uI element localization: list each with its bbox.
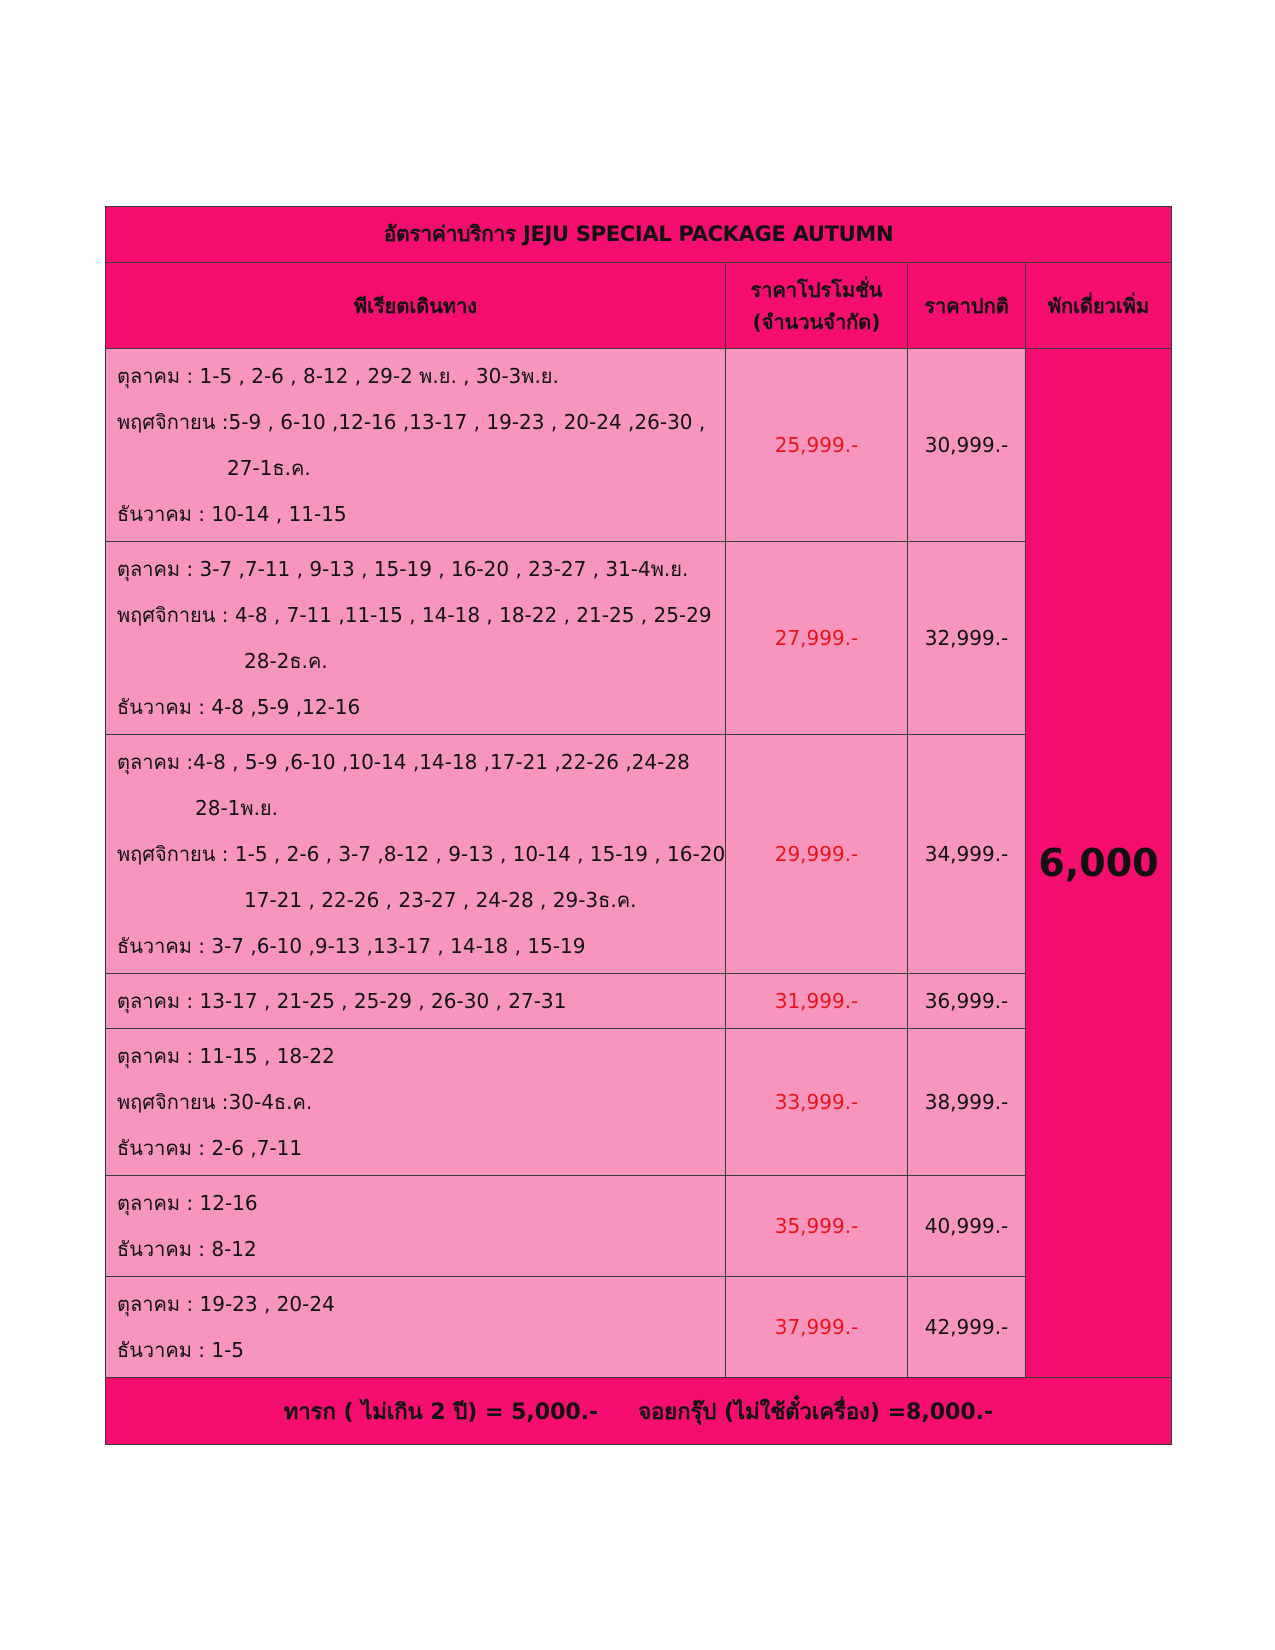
single-supplement-value: 6,000: [1026, 349, 1172, 1378]
normal-price: 34,999.-: [908, 735, 1026, 974]
promo-price: 35,999.-: [726, 1176, 908, 1277]
table-row: [106, 974, 1172, 1029]
period-line: 28-1พ.ย.: [195, 796, 279, 820]
promo-price: 33,999.-: [726, 1029, 908, 1176]
period-line: ตุลาคม :4-8 , 5-9 ,6-10 ,10-14 ,14-18 ,17-21 ,22-26 ,24-28: [117, 750, 690, 774]
header-normal-price: ราคาปกติ: [908, 263, 1026, 349]
header-promo-line2: (จำนวนจำกัด): [752, 309, 881, 334]
infant-price-note: ทารก ( ไม่เกิน 2 ปี) = 5,000.-: [283, 1399, 599, 1425]
header-single-supplement: พักเดี่ยวเพิ่ม: [1026, 263, 1172, 349]
normal-price: 30,999.-: [908, 349, 1026, 542]
promo-price: 29,999.-: [726, 735, 908, 974]
period-line: ธันวาคม : 2-6 ,7-11: [117, 1136, 303, 1160]
header-promo-line1: ราคาโปรโมชั่น: [750, 277, 883, 302]
period-cell: [106, 349, 726, 542]
period-cell: [106, 542, 726, 735]
period-line: ตุลาคม : 12-16: [117, 1191, 258, 1215]
period-line: ธันวาคม : 8-12: [117, 1237, 257, 1261]
normal-price: 32,999.-: [908, 542, 1026, 735]
period-line: ตุลาคม : 13-17 , 21-25 , 25-29 , 26-30 , 27-31: [117, 989, 567, 1013]
period-cell: [106, 735, 726, 974]
price-table: [105, 206, 1172, 1445]
period-cell: [106, 974, 726, 1029]
normal-price: 42,999.-: [908, 1277, 1026, 1378]
table-title: อัตราค่าบริการ JEJU SPECIAL PACKAGE AUTUMN: [106, 207, 1172, 263]
join-group-price-note: จอยกรุ๊ป (ไม่ใช้ตั๋วเครื่อง) =8,000.-: [638, 1399, 994, 1425]
period-line: พฤศจิกายน : 1-5 , 2-6 , 3-7 ,8-12 , 9-13 , 10-14 , 15-19 , 16-20: [117, 842, 726, 866]
period-line: ธันวาคม : 4-8 ,5-9 ,12-16: [117, 695, 361, 719]
period-line: ธันวาคม : 3-7 ,6-10 ,9-13 ,13-17 , 14-18 , 15-19: [117, 934, 586, 958]
promo-price: 31,999.-: [726, 974, 908, 1029]
promo-price: 25,999.-: [726, 349, 908, 542]
period-line: พฤศจิกายน :5-9 , 6-10 ,12-16 ,13-17 , 19-23 , 20-24 ,26-30 ,: [117, 410, 706, 434]
footer-note: [106, 1378, 1172, 1445]
promo-price: 37,999.-: [726, 1277, 908, 1378]
table-row: [106, 735, 1172, 974]
period-line: ธันวาคม : 1-5: [117, 1338, 245, 1362]
period-line: ธันวาคม : 10-14 , 11-15: [117, 502, 347, 526]
table-row: [106, 1176, 1172, 1277]
header-row: [106, 263, 1172, 349]
footer-row: [106, 1378, 1172, 1445]
period-cell: [106, 1176, 726, 1277]
header-period: พีเรียตเดินทาง: [106, 263, 726, 349]
normal-price: 38,999.-: [908, 1029, 1026, 1176]
period-line: ตุลาคม : 1-5 , 2-6 , 8-12 , 29-2 พ.ย. , 30-3พ.ย.: [117, 364, 559, 388]
period-line: พฤศจิกายน : 4-8 , 7-11 ,11-15 , 14-18 , 18-22 , 21-25 , 25-29: [117, 603, 712, 627]
period-line: 27-1ธ.ค.: [227, 456, 311, 480]
period-line: 28-2ธ.ค.: [244, 649, 328, 673]
period-cell: [106, 1277, 726, 1378]
table-row: [106, 542, 1172, 735]
table-row: [106, 1029, 1172, 1176]
table-row: [106, 349, 1172, 542]
period-line: ตุลาคม : 19-23 , 20-24: [117, 1292, 335, 1316]
table-row: [106, 1277, 1172, 1378]
period-line: ตุลาคม : 11-15 , 18-22: [117, 1044, 335, 1068]
title-row: [106, 207, 1172, 263]
header-promo-price: [726, 263, 908, 349]
period-cell: [106, 1029, 726, 1176]
normal-price: 40,999.-: [908, 1176, 1026, 1277]
period-line: 17-21 , 22-26 , 23-27 , 24-28 , 29-3ธ.ค.: [244, 888, 637, 912]
promo-price: 27,999.-: [726, 542, 908, 735]
normal-price: 36,999.-: [908, 974, 1026, 1029]
period-line: ตุลาคม : 3-7 ,7-11 , 9-13 , 15-19 , 16-20 , 23-27 , 31-4พ.ย.: [117, 557, 689, 581]
period-line: พฤศจิกายน :30-4ธ.ค.: [117, 1090, 313, 1114]
